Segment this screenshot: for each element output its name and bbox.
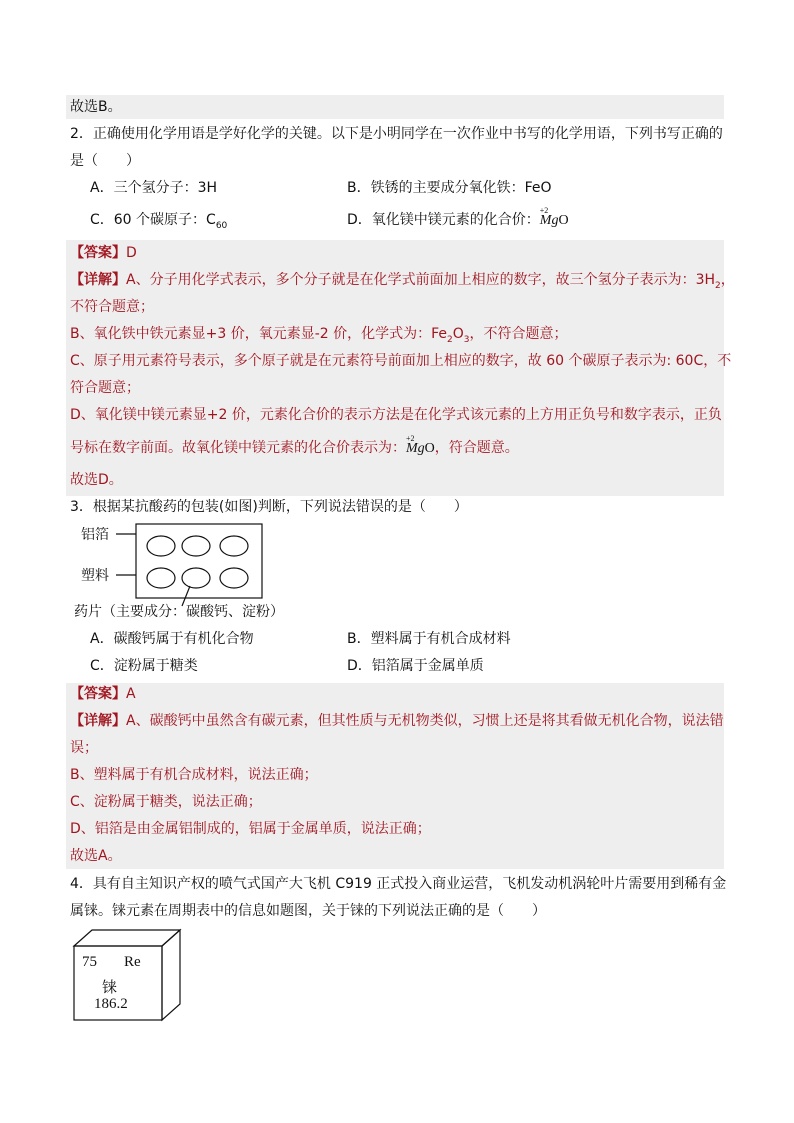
q2-detail-3-sub1: 2 bbox=[447, 334, 453, 345]
q2-stem-line1: 2．正确使用化学用语是学好化学的关键。以下是小明同学在一次作业中书写的化学用语，下列书写正确的 bbox=[70, 126, 723, 142]
q2-conclusion: 故选D。 bbox=[70, 472, 123, 488]
q2-detail-line5: 符合题意； bbox=[70, 380, 140, 396]
q2-stem-line2: 是（ ） bbox=[70, 153, 140, 169]
element-atomic-mass: 186.2 bbox=[94, 996, 128, 1012]
tablet-slot bbox=[220, 568, 248, 588]
q2-detail-7a: 号标在数字前面。故氧化镁中镁元素的化合价表示为： bbox=[70, 440, 406, 456]
label-plastic: 塑料 bbox=[81, 568, 109, 584]
q3-detail-label: 【详解】 bbox=[70, 713, 126, 729]
q3-detail-line5: D、铝箔是由金属铝制成的，铝属于金属单质，说法正确； bbox=[70, 821, 431, 837]
q2-option-d bbox=[347, 206, 569, 231]
q2-option-d-mg: Mg bbox=[539, 213, 559, 228]
q2-option-b: B．铁锈的主要成分氧化铁：FeO bbox=[347, 180, 552, 196]
q2-detail-line1 bbox=[70, 270, 735, 296]
cube-side-face bbox=[162, 930, 180, 1020]
q2-option-d-text: D．氧化镁中镁元素的化合价： bbox=[347, 212, 540, 228]
q2-detail-7-formula bbox=[406, 434, 435, 459]
q2-detail-7-o: O bbox=[424, 441, 435, 456]
q3-detail-1-text: A、碳酸钙中虽然含有碳元素，但其性质与无机物类似，习惯上还是将其看做无机化合物，说法错 bbox=[126, 713, 724, 729]
element-cube-svg bbox=[72, 928, 184, 1024]
q2-detail-7-mg: Mg bbox=[406, 441, 425, 456]
label-tablet: 药片（主要成分：碳酸钙、淀粉） bbox=[74, 604, 284, 620]
q3-detail-line4: C、淀粉属于糖类，说法正确； bbox=[70, 794, 262, 810]
element-symbol: Re bbox=[124, 954, 141, 970]
element-atomic-number: 75 bbox=[82, 954, 97, 970]
q3-answer-label: 【答案】 bbox=[70, 686, 126, 702]
q2-detail-label: 【详解】 bbox=[70, 272, 126, 288]
q4-stem-line2: 属铼。铼元素在周期表中的信息如题图，关于铼的下列说法正确的是（ ） bbox=[70, 903, 546, 919]
q2-detail-line7 bbox=[70, 434, 519, 459]
q2-detail-3a: B、氧化铁中铁元素显+3 价，氧元素显-2 价，化学式为：Fe bbox=[70, 326, 448, 342]
q3-detail-line3: B、塑料属于有机合成材料，说法正确； bbox=[70, 767, 318, 783]
q3-detail-line1 bbox=[70, 711, 724, 731]
q2-detail-3c: ，不符合题意； bbox=[469, 326, 568, 342]
q2-option-d-o: O bbox=[558, 213, 569, 228]
tablet-slot bbox=[182, 568, 210, 588]
q3-answer bbox=[70, 684, 136, 704]
q2-option-c bbox=[90, 210, 227, 236]
q2-option-c-text: C．60 个碳原子：C bbox=[90, 212, 216, 228]
q3-option-b: B．塑料属于有机合成材料 bbox=[347, 631, 511, 647]
q2-answer bbox=[70, 243, 137, 263]
q2-detail-line3 bbox=[70, 324, 568, 350]
q3-answer-value: A bbox=[126, 686, 136, 702]
tablet-slot bbox=[147, 568, 175, 588]
q3-option-d: D．铝箔属于金属单质 bbox=[347, 658, 484, 674]
q2-detail-7b: ，符合题意。 bbox=[434, 440, 519, 456]
q2-detail-3-sub2: 3 bbox=[463, 334, 470, 345]
q2-detail-1-sub: 2 bbox=[715, 280, 721, 291]
q2-detail-line6: D、氧化镁中镁元素显+2 价，元素化合价的表示方法是在化学式该元素的上方用正负号和数字表示，正负 bbox=[70, 407, 722, 423]
element-cell-diagram bbox=[72, 928, 184, 1024]
q2-option-c-sub: 60 bbox=[215, 220, 228, 231]
q3-option-a: A．碳酸钙属于有机化合物 bbox=[90, 631, 254, 647]
prev-answer-shade bbox=[66, 95, 724, 119]
q2-answer-label: 【答案】 bbox=[70, 245, 126, 261]
tablet-slot bbox=[182, 536, 210, 556]
q3-stem: 3．根据某抗酸药的包装(如图)判断，下列说法错误的是（ ） bbox=[70, 499, 468, 515]
q2-detail-1-end: ， bbox=[720, 272, 735, 288]
q2-detail-line4: C、原子用元素符号表示，多个原子就是在元素符号前面加上相应的数字，故 60 个碳原子表示为: 60C，不 bbox=[70, 353, 732, 369]
prev-conclusion: 故选B。 bbox=[70, 99, 122, 115]
q4-stem-line1: 4．具有自主知识产权的喷气式国产大飞机 C919 正式投入商业运营，飞机发动机涡轮叶片需要用到稀有金 bbox=[70, 876, 727, 892]
q2-detail-line2: 不符合题意； bbox=[70, 299, 154, 315]
q2-option-d-charge: +2 bbox=[539, 206, 549, 215]
q3-conclusion: 故选A。 bbox=[70, 848, 122, 864]
tablet-slot bbox=[147, 536, 175, 556]
q2-detail-3b: O bbox=[452, 326, 464, 342]
q2-detail-7-charge: +2 bbox=[406, 434, 415, 443]
q3-detail-line2: 误； bbox=[70, 740, 98, 756]
q2-option-a: A．三个氢分子：3H bbox=[90, 180, 218, 196]
label-foil: 铝箔 bbox=[81, 527, 109, 543]
q3-option-c: C．淀粉属于糖类 bbox=[90, 658, 198, 674]
element-name: 铼 bbox=[102, 978, 118, 996]
q2-detail-1-text: A、分子用化学式表示，多个分子就是在化学式前面加上相应的数字，故三个氢分子表示为：3H bbox=[126, 272, 716, 288]
tablet-slot bbox=[220, 536, 248, 556]
q2-answer-value: D bbox=[126, 245, 137, 261]
q2-option-d-formula bbox=[539, 206, 569, 231]
